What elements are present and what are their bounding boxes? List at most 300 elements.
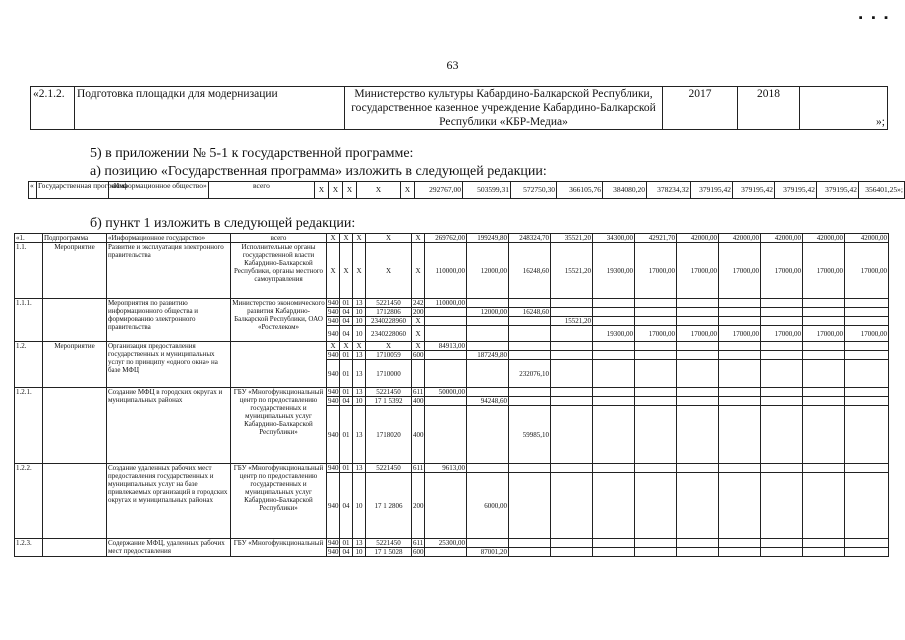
row-executor: Министерство культуры Кабардино-Балкарской Республики, государственное казенное учреждение Кабардино-Балкарской Республики «КБР-Медиа» (345, 87, 663, 130)
table-cell: 12000,00 (467, 308, 509, 317)
table-cell: X (343, 182, 357, 199)
table-cell: X (412, 342, 425, 351)
table-cell: 379195,42 (817, 182, 859, 199)
table-cell: 292767,00 (415, 182, 463, 199)
table-cell: 110000,00 (425, 299, 467, 308)
table-cell: 940 (328, 308, 339, 316)
table-cell: 1718020 (366, 406, 412, 464)
table-cell: 50000,00 (425, 388, 467, 397)
table-cell: 1.2. (15, 342, 43, 388)
table-cell (467, 342, 509, 351)
table-row (15, 342, 889, 351)
table-cell (845, 317, 889, 326)
table-cell (845, 548, 889, 557)
table-cell: Государственная программа (37, 182, 109, 199)
table-cell: 42000,00 (803, 234, 845, 243)
table-cell: X (315, 182, 329, 199)
table-cell: 13 (353, 406, 366, 464)
table-row (15, 464, 889, 473)
table-cell: X (353, 234, 366, 243)
table-cell: Мероприятие (43, 342, 107, 388)
table-cell: 13 (353, 388, 366, 397)
table-cell (635, 308, 677, 317)
table-cell: 10 (353, 326, 366, 342)
table-cell (509, 299, 551, 308)
table-cell (551, 308, 593, 317)
table-cell: 10 (353, 473, 366, 539)
table-cell: 25300,00 (425, 539, 467, 548)
table-cell: 400 (412, 406, 425, 464)
table-cell (509, 539, 551, 548)
table-cell (719, 317, 761, 326)
table-cell (593, 548, 635, 557)
table-cell: 17000,00 (719, 243, 761, 299)
table-cell: 379195,42 (691, 182, 733, 199)
table-cell: 611 (413, 464, 424, 472)
table-cell (761, 308, 803, 317)
table-cell (803, 397, 845, 406)
table-cell (761, 360, 803, 388)
table-cell: всего (231, 234, 327, 243)
table-cell (719, 397, 761, 406)
row-end-year: 2018 (738, 87, 800, 130)
table-cell: X (412, 326, 425, 342)
table-cell (635, 548, 677, 557)
table-cell: 940 (328, 388, 339, 396)
table-cell (761, 539, 803, 548)
table-cell: 269762,00 (425, 234, 467, 243)
table-cell (467, 464, 509, 473)
table-cell: X (412, 234, 425, 243)
table-cell (803, 473, 845, 539)
table-cell (425, 397, 467, 406)
table-cell: 16248,60 (509, 308, 551, 317)
table-cell: 04 (340, 473, 353, 539)
table-cell (509, 317, 551, 326)
table-cell: 04 (340, 317, 353, 326)
table-cell (635, 464, 677, 473)
table-cell (845, 473, 889, 539)
table-cell (677, 397, 719, 406)
table-cell: 13 (353, 464, 366, 473)
table-cell: 1712806 (366, 308, 412, 317)
table-cell (719, 406, 761, 464)
table-cell: 01 (340, 351, 353, 360)
table-cell (635, 299, 677, 308)
table-cell (845, 464, 889, 473)
table-cell: 94248,60 (467, 397, 509, 406)
table-cell: 940 (328, 317, 339, 325)
table-cell: 17 1 5028 (366, 548, 412, 557)
table-cell (551, 351, 593, 360)
table-cell: 17 1 2806 (366, 473, 412, 539)
table-cell: 17000,00 (803, 326, 845, 342)
table-cell (803, 308, 845, 317)
table-cell (719, 308, 761, 317)
table-cell: 17000,00 (635, 243, 677, 299)
table-cell: X (366, 243, 412, 299)
table-cell: 940 (327, 473, 340, 539)
table-cell: 01 (340, 464, 353, 473)
table-cell: 42000,00 (677, 234, 719, 243)
table-cell (761, 317, 803, 326)
table-cell (593, 539, 635, 548)
table-cell: 01 (340, 388, 353, 397)
table-cell (677, 406, 719, 464)
table-cell: 10 (353, 317, 366, 326)
table-cell: Создание МФЦ в городских округах и муниципальных районах (107, 388, 231, 464)
table-cell (803, 342, 845, 351)
table-cell: 1.2.3. (15, 539, 43, 557)
table-cell (425, 406, 467, 464)
table-row (31, 87, 888, 130)
table-cell (803, 317, 845, 326)
table-cell: всего (209, 182, 315, 199)
table-cell: 5221450 (366, 299, 412, 308)
table-cell (467, 299, 509, 308)
table-cell: 01 (340, 539, 353, 548)
table-cell: 187249,80 (467, 351, 509, 360)
table-cell (677, 388, 719, 397)
table-cell (509, 351, 551, 360)
table-cell (425, 360, 467, 388)
table-cell: 04 (340, 326, 353, 342)
table-cell (43, 388, 107, 464)
table-cell (593, 342, 635, 351)
table-cell: 17000,00 (635, 326, 677, 342)
table-cell: 04 (340, 548, 353, 557)
table-cell: 01 (340, 360, 353, 388)
table-cell: X (412, 243, 425, 299)
table-cell: 940 (328, 539, 339, 547)
table-cell: 42000,00 (845, 234, 889, 243)
table-cell (845, 360, 889, 388)
table-cell: 19300,00 (593, 326, 635, 342)
table-cell: 5221450 (366, 388, 412, 397)
table-cell (509, 464, 551, 473)
table-cell (509, 548, 551, 557)
table-cell (635, 317, 677, 326)
table-cell (719, 464, 761, 473)
table-cell (719, 360, 761, 388)
table-cell: 940 (328, 464, 339, 472)
table-cell: Организация предоставления государственных и муниципальных услуг по принципу «одного окна» на базе МФЦ (107, 342, 231, 388)
table-cell: Исполнительные органы государственной власти Кабардино-Балкарской Республики, органы местного самоуправления (231, 243, 327, 299)
table-cell: X (327, 342, 340, 351)
table-cell (551, 406, 593, 464)
table-cell: 110000,00 (425, 243, 467, 299)
table-cell: Подпрограмма (43, 234, 107, 243)
top-table (30, 86, 888, 130)
table-cell: 59985,10 (509, 406, 551, 464)
table-cell (551, 388, 593, 397)
table-row (15, 539, 889, 548)
table-cell: 6000,00 (467, 473, 509, 539)
table-cell (719, 351, 761, 360)
table-cell: 1710000 (366, 360, 412, 388)
table-cell (761, 299, 803, 308)
table-cell (43, 464, 107, 539)
table-cell (593, 388, 635, 397)
row-number: «2.1.2. (31, 87, 75, 130)
table-row (15, 234, 889, 243)
table-cell: 1.2.2. (15, 464, 43, 539)
table-cell: 600 (413, 351, 424, 359)
table-cell: 17000,00 (761, 243, 803, 299)
page-number: 63 (446, 58, 459, 72)
table-cell (509, 397, 551, 406)
table-cell (677, 539, 719, 548)
table-cell: 2340228960 (366, 317, 412, 326)
table-cell (425, 317, 467, 326)
table-cell: 13 (353, 351, 366, 360)
table-cell: 5221450 (366, 539, 412, 548)
table-cell: 940 (327, 326, 340, 342)
table-cell: 15521,20 (551, 243, 593, 299)
table-cell: ГБУ «Многофункциональный центр по предоставлению государственных и муниципальных услуг Кабардино-Балкарской Республики» (231, 388, 327, 464)
table-cell: 10 (353, 397, 366, 406)
table-cell: 17000,00 (719, 326, 761, 342)
table-cell: 940 (328, 351, 339, 359)
scan-marks: ▪ ▪ ▪ (858, 12, 891, 24)
table-cell (677, 473, 719, 539)
table-cell (803, 299, 845, 308)
table-cell (425, 351, 467, 360)
program-table (28, 181, 905, 199)
table-cell (761, 464, 803, 473)
table-cell (761, 397, 803, 406)
table-cell: 940 (327, 406, 340, 464)
table-cell: 42000,00 (719, 234, 761, 243)
table-cell (593, 351, 635, 360)
table-cell: X (366, 234, 412, 243)
table-cell: X (401, 182, 415, 199)
table-cell: 400 (413, 397, 424, 405)
table-cell: «Информационное государство» (107, 234, 231, 243)
table-row (15, 388, 889, 397)
table-cell (425, 548, 467, 557)
table-cell (593, 397, 635, 406)
table-cell: 940 (328, 299, 339, 307)
table-cell (803, 360, 845, 388)
table-cell (635, 473, 677, 539)
table-cell: 356401,25»; (859, 182, 905, 199)
table-cell (467, 317, 509, 326)
table-cell (635, 539, 677, 548)
table-cell (551, 397, 593, 406)
table-cell (551, 326, 593, 342)
table-cell: 17000,00 (845, 326, 889, 342)
table-cell: X (340, 342, 353, 351)
table-cell: X (353, 243, 366, 299)
table-cell (412, 360, 425, 388)
table-cell (425, 473, 467, 539)
table-cell: 13 (353, 539, 366, 548)
table-cell: 87001,20 (467, 548, 509, 557)
table-cell (551, 464, 593, 473)
row-start-year: 2017 (663, 87, 738, 130)
table-cell: 940 (328, 548, 339, 556)
table-cell (635, 351, 677, 360)
table-cell: 01 (340, 299, 353, 308)
table-cell (593, 360, 635, 388)
table-cell (677, 351, 719, 360)
table-cell (635, 406, 677, 464)
table-cell: X (353, 342, 366, 351)
table-cell: 17000,00 (677, 243, 719, 299)
table-cell (719, 342, 761, 351)
table-cell: 5221450 (366, 464, 412, 473)
table-cell: 84913,00 (425, 342, 467, 351)
table-cell: 35521,20 (551, 234, 593, 243)
table-cell: 611 (413, 388, 424, 396)
table-cell (467, 360, 509, 388)
table-cell (231, 342, 327, 388)
table-cell (467, 388, 509, 397)
table-cell (677, 308, 719, 317)
table-cell (677, 464, 719, 473)
table-cell (509, 342, 551, 351)
table-cell: 2340228060 (366, 326, 412, 342)
table-cell: X (357, 182, 401, 199)
table-cell (845, 406, 889, 464)
table-cell (677, 342, 719, 351)
table-cell (761, 473, 803, 539)
table-cell (551, 473, 593, 539)
table-cell: 01 (340, 406, 353, 464)
table-cell: X (340, 234, 353, 243)
table-cell: 17000,00 (803, 243, 845, 299)
table-cell: 12000,00 (467, 243, 509, 299)
table-cell: 17000,00 (845, 243, 889, 299)
table-cell (551, 342, 593, 351)
table-cell (509, 388, 551, 397)
table-cell (551, 539, 593, 548)
table-cell: 10 (353, 308, 366, 317)
table-cell: 1.2.1. (15, 388, 43, 464)
table-cell: 1.1.1. (15, 299, 43, 342)
table-cell (593, 299, 635, 308)
table-cell: Мероприятие (43, 243, 107, 299)
table-cell (551, 360, 593, 388)
table-cell (803, 539, 845, 548)
table-cell: 200 (413, 308, 424, 316)
table-cell: Министерство экономического развития Кабардино-Балкарской Республики, ОАО «Ростелеком» (231, 299, 327, 342)
table-cell: 611 (413, 539, 424, 547)
table-cell: 200 (412, 473, 425, 539)
table-cell (803, 464, 845, 473)
table-cell: 17000,00 (761, 326, 803, 342)
table-cell: 13 (353, 360, 366, 388)
table-cell: Содержание МФЦ, удаленных рабочих мест предоставления (107, 539, 231, 557)
table-cell (551, 548, 593, 557)
table-cell (803, 406, 845, 464)
table-cell (761, 406, 803, 464)
table-cell: 248324,70 (509, 234, 551, 243)
table-cell: 242 (413, 299, 424, 307)
table-cell: 572750,30 (511, 182, 557, 199)
table-cell: Создание удаленных рабочих мест предоставления государственных и муниципальных услуг на базе привлекаемых организаций в городских округах и муниципальных районах (107, 464, 231, 539)
table-cell: 10 (353, 548, 366, 557)
table-cell (719, 299, 761, 308)
table-cell (719, 473, 761, 539)
table-cell (845, 539, 889, 548)
table-cell: 13 (353, 299, 366, 308)
table-cell: 940 (328, 397, 339, 405)
paragraph-a: а) позицию «Государственная программа» изложить в следующей редакции: (90, 164, 547, 179)
table-cell: 366105,76 (557, 182, 603, 199)
row-name: Подготовка площадки для модернизации (75, 87, 345, 130)
table-cell: 600 (413, 548, 424, 556)
table-cell: « (29, 182, 37, 199)
table-cell (43, 539, 107, 557)
table-cell (635, 397, 677, 406)
table-cell (677, 360, 719, 388)
table-cell: 384080,20 (603, 182, 647, 199)
table-cell: 34300,00 (593, 234, 635, 243)
table-cell (677, 548, 719, 557)
table-cell (635, 342, 677, 351)
table-cell (761, 342, 803, 351)
table-cell: X (329, 182, 343, 199)
table-cell: «Информационное общество» (109, 182, 209, 199)
table-row (29, 182, 905, 199)
table-cell (845, 342, 889, 351)
table-cell: 378234,32 (647, 182, 691, 199)
table-cell: 04 (340, 308, 353, 317)
table-cell (551, 299, 593, 308)
table-cell (677, 317, 719, 326)
table-cell: 940 (327, 360, 340, 388)
table-cell: 232076,10 (509, 360, 551, 388)
table-cell (845, 388, 889, 397)
table-cell: ГБУ «Многофункциональный (231, 539, 327, 557)
table-cell (467, 539, 509, 548)
table-cell (845, 397, 889, 406)
table-cell: 1.1. (15, 243, 43, 299)
table-cell: 1710059 (366, 351, 412, 360)
row-tail: »; (800, 87, 888, 130)
table-cell: X (412, 317, 425, 326)
table-cell: 42921,70 (635, 234, 677, 243)
table-cell: Развитие и эксплуатация электронного правительства (107, 243, 231, 299)
table-cell (593, 473, 635, 539)
table-cell (635, 388, 677, 397)
table-cell (761, 388, 803, 397)
table-cell: 199249,80 (467, 234, 509, 243)
table-cell (425, 326, 467, 342)
table-cell (509, 326, 551, 342)
table-cell: «1. (15, 234, 43, 243)
table-cell (761, 351, 803, 360)
table-cell: 17 1 5392 (366, 397, 412, 406)
table-cell (43, 299, 107, 342)
table-cell (425, 308, 467, 317)
table-row (15, 299, 889, 308)
table-cell: X (327, 234, 340, 243)
table-cell (719, 548, 761, 557)
table-cell (509, 473, 551, 539)
table-cell: 379195,42 (775, 182, 817, 199)
table-cell: 379195,42 (733, 182, 775, 199)
table-cell (593, 317, 635, 326)
table-cell: 16248,60 (509, 243, 551, 299)
paragraph-b: б) пункт 1 изложить в следующей редакции: (90, 216, 356, 231)
table-cell: 19300,00 (593, 243, 635, 299)
table-cell: 42000,00 (761, 234, 803, 243)
paragraph-5: 5) в приложении № 5-1 к государственной программе: (90, 146, 414, 161)
subprogram-table (14, 233, 889, 557)
